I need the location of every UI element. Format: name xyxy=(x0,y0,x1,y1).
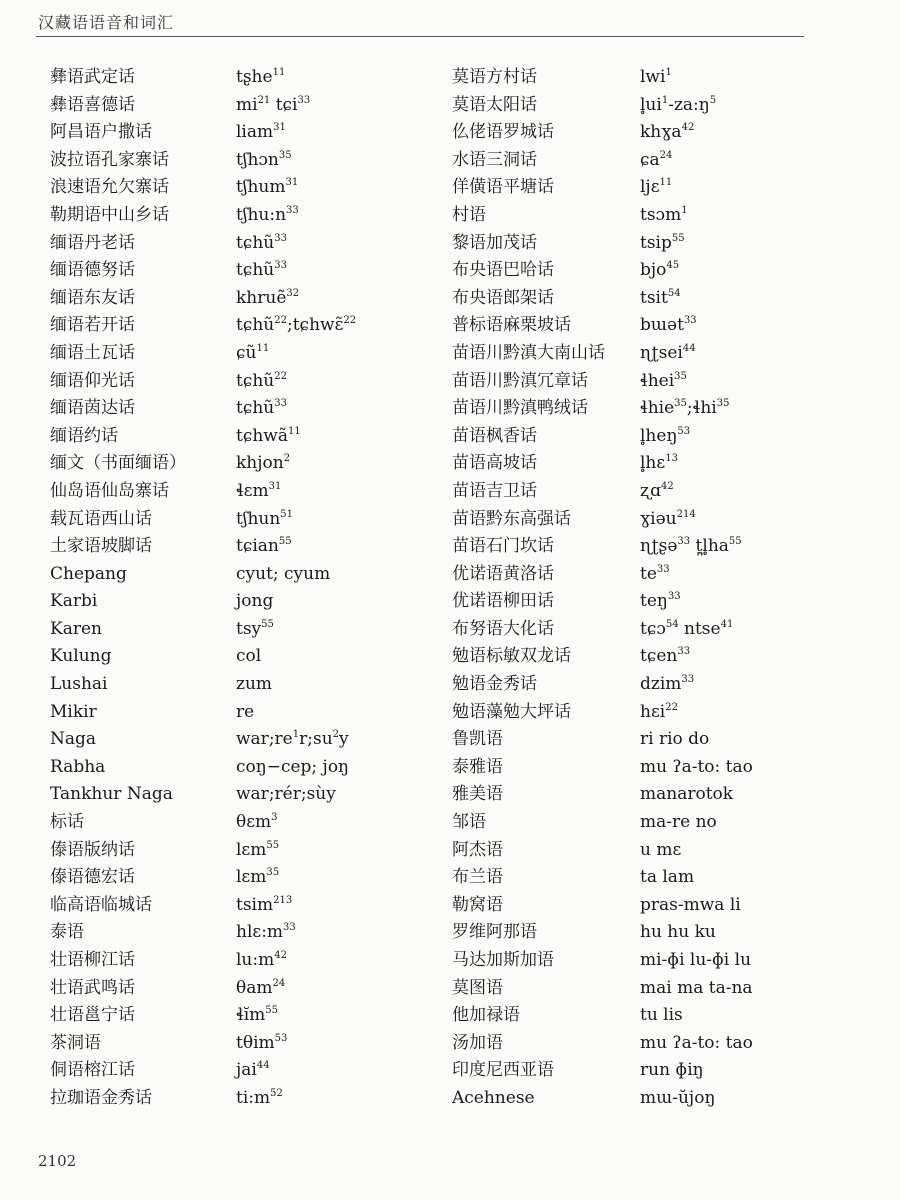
language-name: 缅语约话 xyxy=(50,425,118,446)
word-form: zum xyxy=(236,674,273,695)
word-form: pras-mwa li xyxy=(640,894,741,915)
word-form: tθim$^{53}$ xyxy=(236,1032,288,1053)
language-name: 汤加语 xyxy=(452,1032,503,1053)
language-name: 临高语临城话 xyxy=(50,894,152,915)
language-name: 缅语丹老话 xyxy=(50,232,135,253)
word-form: coŋ−cep; joŋ xyxy=(236,756,349,777)
language-name: 布央语巴哈话 xyxy=(452,260,554,281)
word-form: ɳʈsei$^{44}$ xyxy=(640,342,696,363)
word-form: tɕhũ$^{33}$ xyxy=(236,260,287,281)
language-name: 苗语石门坎话 xyxy=(452,536,554,557)
word-form: tʂhe$^{11}$ xyxy=(236,67,286,87)
word-form: mi-ɸi lu-ɸi lu xyxy=(640,950,752,970)
language-name: Lushai xyxy=(50,674,108,695)
word-form: jai$^{44}$ xyxy=(236,1060,270,1081)
language-name: 缅语德努话 xyxy=(50,260,135,281)
page-number: 2102 xyxy=(38,1152,77,1170)
word-form: tɕhũ$^{33}$ xyxy=(236,232,287,253)
language-name: 佯僙语平塘话 xyxy=(452,177,554,198)
word-form: tɕɔ$^{54}$ ntse$^{41}$ xyxy=(640,618,734,639)
language-name: Chepang xyxy=(50,563,127,584)
word-form: $hlɛ:m^{33}$ xyxy=(236,922,296,943)
language-name: 缅语土瓦话 xyxy=(50,342,135,363)
word-form: khɣa$^{42}$ xyxy=(640,122,695,143)
language-name: 缅文（书面缅语） xyxy=(50,453,186,474)
word-form: tsit$^{54}$ xyxy=(640,287,681,308)
word-form: $te^{33}$ xyxy=(640,563,670,584)
language-name: 村语 xyxy=(452,204,486,225)
language-name: 载瓦语西山话 xyxy=(50,508,152,529)
word-form: ɕa$^{24}$ xyxy=(640,149,673,170)
language-name: 勉语藻勉大坪话 xyxy=(452,701,571,722)
word-form: khjon$^2$ xyxy=(236,453,291,474)
language-name: 壮语柳江话 xyxy=(50,950,135,970)
word-form: ɕũ$^{11}$ xyxy=(236,342,270,363)
word-form: tsy$^{55}$ xyxy=(236,618,274,639)
language-name: 苗语川黔滇大南山话 xyxy=(452,342,605,363)
word-form: tu lis xyxy=(640,1005,683,1026)
word-form: war;rér;sùy xyxy=(236,784,336,805)
language-name: 阿杰语 xyxy=(452,839,503,860)
word-form: hɛi$^{22}$ xyxy=(640,701,678,722)
language-name: 优诺语柳田话 xyxy=(452,591,554,612)
language-name: 雅美语 xyxy=(452,784,503,805)
language-name: 缅语东友话 xyxy=(50,287,135,308)
language-name: 彝语喜德话 xyxy=(50,94,135,115)
language-name: 缅语茵达话 xyxy=(50,398,135,419)
language-name: 彝语武定话 xyxy=(50,67,135,87)
word-form: tsip$^{55}$ xyxy=(640,232,685,253)
language-name: 印度尼西亚语 xyxy=(452,1060,554,1081)
language-name: 布央语郎架话 xyxy=(452,287,554,308)
language-name: 勒窝语 xyxy=(452,894,503,915)
word-form: θam$^{24}$ xyxy=(236,977,286,998)
language-name: Karen xyxy=(50,618,102,639)
language-name: 侗语榕江话 xyxy=(50,1060,135,1081)
language-name: 阿昌语户撒话 xyxy=(50,122,152,143)
word-form: bjo$^{45}$ xyxy=(640,260,680,281)
word-form: tɕhwã$^{11}$ xyxy=(236,425,301,446)
word-form: $lu:m^{42}$ xyxy=(236,950,287,970)
language-name: 勒期语中山乡话 xyxy=(50,204,169,225)
word-form: tɕen$^{33}$ xyxy=(640,646,691,667)
language-name: 布努语大化话 xyxy=(452,618,554,639)
word-form: $tʃhu:n^{33}$ xyxy=(236,204,299,225)
language-name: 拉珈语金秀话 xyxy=(50,1087,152,1108)
language-name: 他加禄语 xyxy=(452,1005,520,1026)
word-form: bɯət$^{33}$ xyxy=(640,315,697,336)
language-name: 普标语麻栗坡话 xyxy=(452,315,571,336)
header-rule xyxy=(36,36,804,37)
word-form: ɳʈʂə$^{33}$ $t̪l̥ha^{55}$ xyxy=(640,536,742,557)
word-form: l̥heŋ$^{53}$ xyxy=(640,425,691,446)
word-form: θɛm$^3$ xyxy=(236,812,278,833)
language-name: Mikir xyxy=(50,701,97,722)
word-form: ʐɑ$^{42}$ xyxy=(640,480,674,501)
word-form: ma-re no xyxy=(640,812,717,833)
language-name: 仙岛语仙岛寨话 xyxy=(50,480,169,501)
word-form: ɬhei$^{35}$ xyxy=(640,370,687,391)
language-name: Rabha xyxy=(50,756,106,777)
language-name: 土家语坡脚话 xyxy=(50,536,152,557)
language-name: 罗维阿那语 xyxy=(452,922,537,943)
word-form: tʃhum$^{31}$ xyxy=(236,177,299,198)
word-form: tɕhũ$^{22}$;tɕhwɛ̃$^{22}$ xyxy=(236,315,357,336)
word-form: liam$^{31}$ xyxy=(236,122,286,143)
word-form: l̥hɛ$^{13}$ xyxy=(640,453,678,474)
language-name: 傣语版纳话 xyxy=(50,839,135,860)
language-name: 苗语川黔滇鸭绒话 xyxy=(452,398,588,419)
language-name: 苗语吉卫话 xyxy=(452,480,537,501)
word-form: mai ma ta-na xyxy=(640,977,753,998)
language-name: Karbi xyxy=(50,591,98,612)
word-form: lɛm$^{55}$ xyxy=(236,839,280,860)
language-name: 勉语金秀话 xyxy=(452,674,537,695)
language-name: 莫语太阳话 xyxy=(452,94,537,115)
language-name: 马达加斯加语 xyxy=(452,950,554,970)
word-form: ɬĭm$^{55}$ xyxy=(236,1005,279,1026)
language-name: 苗语高坡话 xyxy=(452,453,537,474)
word-form: tsim$^{213}$ xyxy=(236,894,293,915)
language-name: 壮语武鸣话 xyxy=(50,977,135,998)
word-form: $mi^{21}$ tɕi$^{33}$ xyxy=(236,94,311,115)
word-form: khruẽ$^{32}$ xyxy=(236,287,300,308)
word-form: ɣiəu$^{214}$ xyxy=(640,508,696,529)
word-form: $l̥ui^1-za:ŋ^5$ xyxy=(640,94,717,115)
language-name: 黎语加茂话 xyxy=(452,232,537,253)
language-name: Naga xyxy=(50,729,97,750)
language-name: 泰语 xyxy=(50,922,84,943)
word-form: $war;re^1r;su^2y$ xyxy=(236,729,349,750)
language-name: 波拉语孔家寨话 xyxy=(50,149,169,170)
language-name: 莫图语 xyxy=(452,977,503,998)
word-form: run ɸiŋ xyxy=(640,1060,704,1081)
word-form: ɬɛm$^{31}$ xyxy=(236,480,282,501)
language-name: 莫语方村话 xyxy=(452,67,537,87)
language-name: 勉语标敏双龙话 xyxy=(452,646,571,667)
word-form: tɕhũ$^{22}$ xyxy=(236,370,287,391)
language-name: 苗语川黔滇冗章话 xyxy=(452,370,588,391)
word-form: hu hu ku xyxy=(640,922,716,943)
language-name: 水语三洞话 xyxy=(452,149,537,170)
language-name: 浪速语允欠寨话 xyxy=(50,177,169,198)
language-name: 壮语邕宁话 xyxy=(50,1005,135,1026)
word-form: ɬhie$^{35}$;ɬhi$^{35}$ xyxy=(640,398,730,419)
language-name: 傣语德宏话 xyxy=(50,867,135,888)
language-name: Kulung xyxy=(50,646,112,667)
language-name: 标话 xyxy=(50,812,84,833)
word-form: lwi$^1$ xyxy=(640,67,672,87)
word-form: mu ʔa-to: tao xyxy=(640,756,753,777)
word-form: tʃhɔn$^{35}$ xyxy=(236,149,292,170)
language-name: 布兰语 xyxy=(452,867,503,888)
word-form: mɯ-ŭjoŋ xyxy=(640,1087,716,1108)
word-form: col xyxy=(236,646,262,667)
language-name: Acehnese xyxy=(452,1087,535,1108)
word-form: tʃhun$^{51}$ xyxy=(236,508,294,529)
word-form: ta lam xyxy=(640,867,695,888)
word-form: tsɔm$^1$ xyxy=(640,204,688,225)
language-name: 优诺语黄洛话 xyxy=(452,563,554,584)
language-name: 苗语黔东高强话 xyxy=(452,508,571,529)
language-name: 茶洞语 xyxy=(50,1032,101,1053)
word-form: tɕian$^{55}$ xyxy=(236,536,292,557)
word-form: teŋ$^{33}$ xyxy=(640,591,681,612)
word-form: u mɛ xyxy=(640,839,682,860)
word-form: mu ʔa-to: tao xyxy=(640,1032,753,1053)
word-form: manarotok xyxy=(640,784,734,805)
word-form: dzim$^{33}$ xyxy=(640,674,695,695)
language-name: Tankhur Naga xyxy=(50,784,173,805)
word-form: cyut; cyum xyxy=(236,563,331,584)
word-form: ljɛ$^{11}$ xyxy=(640,177,673,198)
word-form: re xyxy=(236,701,255,722)
language-name: 仫佬语罗城话 xyxy=(452,122,554,143)
word-form: ri rio do xyxy=(640,729,710,750)
running-header: 汉藏语语音和词汇 xyxy=(38,13,175,32)
word-form: tɕhũ$^{33}$ xyxy=(236,398,287,419)
language-name: 泰雅语 xyxy=(452,756,503,777)
word-form: jong xyxy=(236,591,274,612)
language-name: 邹语 xyxy=(452,812,486,833)
language-name: 鲁凯语 xyxy=(452,729,503,750)
language-name: 苗语枫香话 xyxy=(452,425,537,446)
word-form: lɛm$^{35}$ xyxy=(236,867,280,888)
word-form: $ti:m^{52}$ xyxy=(236,1087,283,1108)
language-name: 缅语若开话 xyxy=(50,315,135,336)
language-name: 缅语仰光话 xyxy=(50,370,135,391)
